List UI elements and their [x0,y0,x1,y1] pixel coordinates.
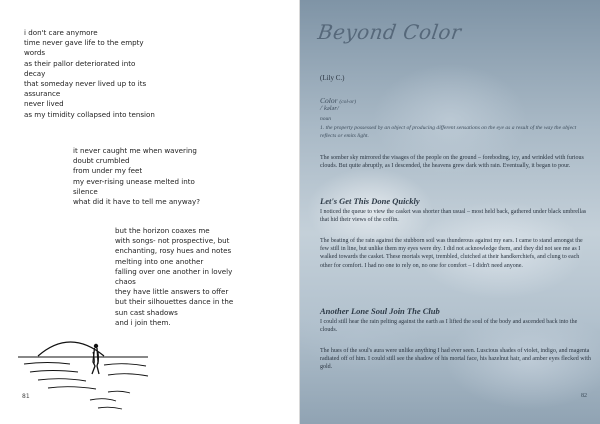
poem-line: from under my feet [73,166,143,176]
section-heading: Another Lone Soul Join The Club [320,306,440,316]
poem-line: but their silhouettes dance in the [115,297,234,307]
story-paragraph: The hues of the soul's aura were unlike anything I had ever seen. Luscious shades of violet, indigo, and magenta radiated off of him. I could still see the shadow of his mortal face, his hazelnut hair, and amber eyes flecked with gold. [320,348,591,371]
poem-line: assurance [24,89,61,99]
section-heading: Let's Get This Done Quickly [320,196,420,206]
poem-line: chaos [115,276,136,286]
page-number-right: 82 [581,393,587,399]
sunset-figure-sketch [8,330,158,420]
poem-line: words [24,48,46,58]
poem-line: they have little answers to offer [115,287,229,297]
definition-part-of-speech: noun [320,116,331,122]
poem-line: and i join them. [115,317,171,327]
poem-line: time never gave life to the empty [24,38,144,48]
poem-line: decay [24,68,46,78]
definition-text: 1. the property possessed by an object of producing different sensations on the eye as a result of the way the object reflects or emits light. [320,125,577,139]
story-paragraph: I noticed the queue to view the casket was shorter than usual – most held back, gathered under black umbrellas that hid their views of the coffin. [320,209,587,224]
poem-line: as their pallor deteriorated into [24,58,136,68]
author-name: (Lily C.) [320,74,345,82]
story-title: Beyond Color [316,20,463,44]
poem-line: falling over one another in lovely [115,266,233,276]
poem-line: silence [73,186,98,196]
poem-stanza-2 [73,146,200,207]
poem-line: but the horizon coaxes me [115,226,210,235]
definition-headword: Color [320,96,338,105]
definition-syllables: (col·or) [339,99,357,105]
poem-line: enchanting, rosy hues and notes [115,246,232,256]
poem-line: as my timidity collapsed into tension [24,109,155,119]
poem-line: it never caught me when wavering [73,146,197,155]
poem-line: doubt crumbled [73,156,130,166]
definition-word [320,96,356,105]
page-number-left: 81 [22,393,30,400]
poem-line: sun cast shadows [115,307,178,317]
story-paragraph: The somber sky mirrored the visages of the people on the ground – foreboding, icy, and wrinkled with furious clouds. But quite abruptly, as I descended, the heavens grew dark with rain. Eventually, it began to pour. [320,155,584,170]
definition-pronunciation: /ˈkələr/ [320,105,339,112]
poem-line: i don't care anymore [24,28,98,37]
poem-line: my ever-rising unease melted into [73,176,195,186]
poem-line: that someday never lived up to its [24,78,147,88]
poem-line: never lived [24,99,64,109]
poem-stanza-1 [24,28,155,120]
poem-line: melting into one another [115,256,204,266]
poem-line: what did it have to tell me anyway? [73,196,200,206]
story-paragraph: I could still hear the rain pelting against the earth as I lifted the soul of the body and ascended back into the clouds. [320,319,578,334]
story-paragraph: The beating of the rain against the stubborn soil was thunderous against my ears. I came to stand amongst the few still in line, but unlike them my eyes were dry. I did not acknowledge them, and they did not see me as I walked towards the casket. These mortals wept, trembled, clutched at their handkerchiefs, and clung to each other for comfort. I had no one to rely on, no one for comfort – I didn't need anyone. [320,238,583,269]
right-page [299,0,600,424]
poem-stanza-3 [115,226,233,328]
poem-line: with songs- not prospective, but [115,236,230,246]
